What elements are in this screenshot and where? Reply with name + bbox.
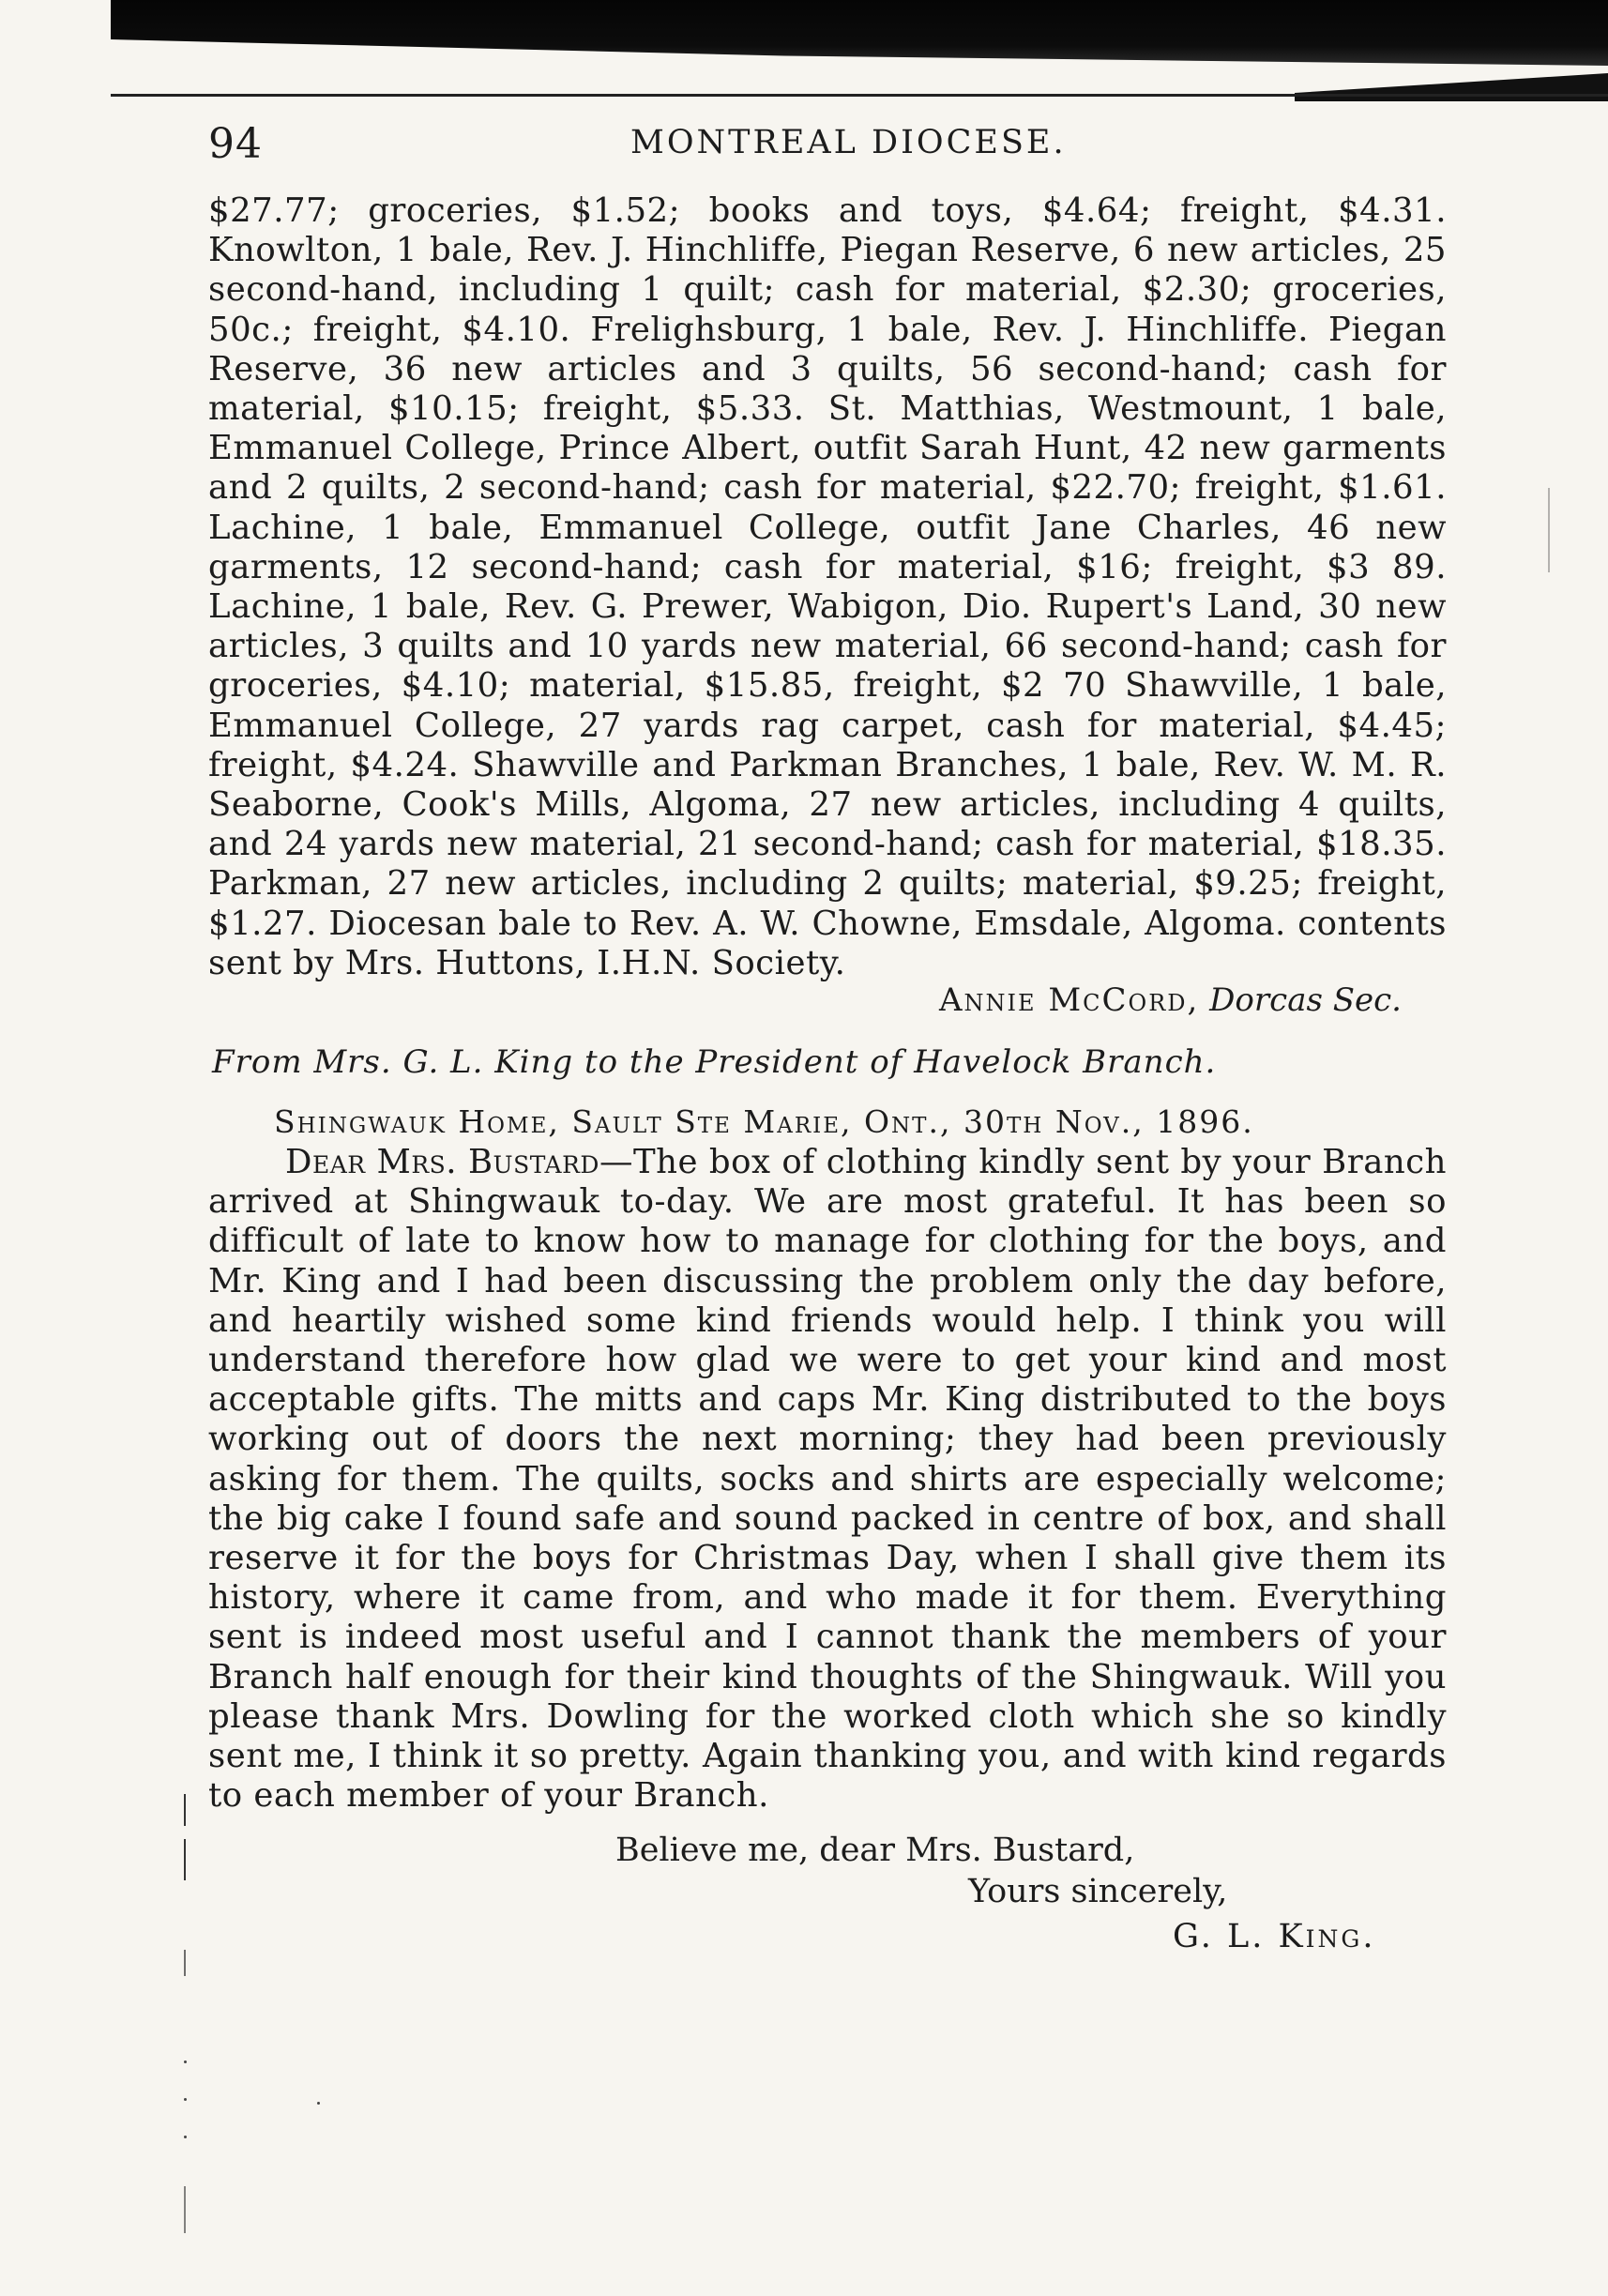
- letter-dateline: [274, 1103, 1254, 1140]
- salutation: Dear Mrs. Bustard: [285, 1143, 599, 1181]
- letter-paragraph: [208, 1143, 1447, 1816]
- scan-edge-shadow: [1295, 73, 1608, 101]
- report-paragraph: [208, 191, 1447, 983]
- margin-mark: [184, 1794, 186, 1826]
- dateline-text: Shingwauk Home, Sault Ste Marie, Ont., 30th Nov., 1896.: [274, 1103, 1254, 1140]
- scan-edge-shadow: [111, 0, 1608, 66]
- margin-mark: [184, 1950, 186, 1976]
- header-rule: [111, 94, 1608, 97]
- signature-title: Dorcas Sec.: [1209, 981, 1402, 1019]
- letter-heading: From Mrs. G. L. King to the President of Havelock Branch.: [212, 1043, 1217, 1081]
- speck: [317, 2102, 320, 2105]
- closing-line: Yours sincerely,: [968, 1873, 1228, 1910]
- closing-line: Believe me, dear Mrs. Bustard,: [615, 1832, 1135, 1869]
- letter-body: [208, 1143, 1447, 1816]
- letter-text: —The box of clothing kindly sent by your Branch arrived at Shingwauk to-day. We are most grateful. It has been so difficult of late to know how to manage for clothing for the boys, and Mr. King and I had been discussing the problem only the day before, and heartily wished some kind friends would help. I think you will understand therefore how glad we were to get your kind and most acceptable gifts. The mitts and caps Mr. King distributed to the boys working out of doors the next morning; they had been previously asking for them. The quilts, socks and shirts are especially welcome; the big cake I found safe and sound packed in centre of box, and shall reserve it for the boys for Christmas Day, when I shall give them its history, where it came from, and who made it for them. Everything sent is indeed most useful and I cannot thank the members of your Branch half enough for their kind thoughts of the Shingwauk. Will you please thank Mrs. Dowling for the worked cloth which she so kindly sent me, I think it so pretty. Again thanking you, and with kind regards to each member of your Branch.: [208, 1143, 1447, 1816]
- speck: [184, 2060, 187, 2063]
- running-head: MONTREAL DIOCESE.: [630, 124, 1067, 161]
- speck: [184, 2136, 187, 2138]
- report-text: $27.77; groceries, $1.52; books and toys, $4.64; freight, $4.31. Knowlton, 1 bale, Rev. J. Hinchliffe, Piegan Reserve, 6 new articles, 25 second-hand, including 1 quilt; cash for material, $2.30; groceries, 50c.; freight, $4.10. Frelighsburg, 1 bale, Rev. J. Hinchliffe. Piegan Reserve, 36 new articles and 3 quilts, 56 second-hand; cash for material, $10.15; freight, $5.33. St. Matthias, Westmount, 1 bale, Emmanuel College, Prince Albert, outfit Sarah Hunt, 42 new garments and 2 quilts, 2 second-hand; cash for material, $22.70; freight, $1.61. Lachine, 1 bale, Emmanuel College, outfit Jane Charles, 46 new garments, 12 second-hand; cash for material, $16; freight, $3 89. Lachine, 1 bale, Rev. G. Prewer, Wabigon, Dio. Rupert's Land, 30 new articles, 3 quilts and 10 yards new material, 66 second-hand; cash for groceries, $4.10; material, $15.85, freight, $2 70 Shawville, 1 bale, Emmanuel College, 27 yards rag carpet, cash for material, $4.45; freight, $4.24. Shawville and Parkman Branches, 1 bale, Rev. W. M. R. Seaborne, Cook's Mills, Algoma, 27 new articles, including 4 quilts, and 24 yards new material, 21 second-hand; cash for material, $18.35. Parkman, 27 new articles, including 2 quilts; material, $9.25; freight, $1.27. Diocesan bale to Rev. A. W. Chowne, Emsdale, Algoma. contents sent by Mrs. Huttons, I.H.N. Society.: [208, 191, 1447, 982]
- margin-mark: [184, 2186, 186, 2233]
- page-number: 94: [208, 120, 263, 168]
- letter-signature: G. L. King.: [1173, 1918, 1376, 1955]
- dorcas-signature: [939, 981, 1402, 1019]
- margin-mark: [184, 1839, 186, 1880]
- margin-mark: [1548, 488, 1550, 572]
- signature-name: Annie McCord,: [939, 981, 1200, 1019]
- speck: [184, 2098, 187, 2101]
